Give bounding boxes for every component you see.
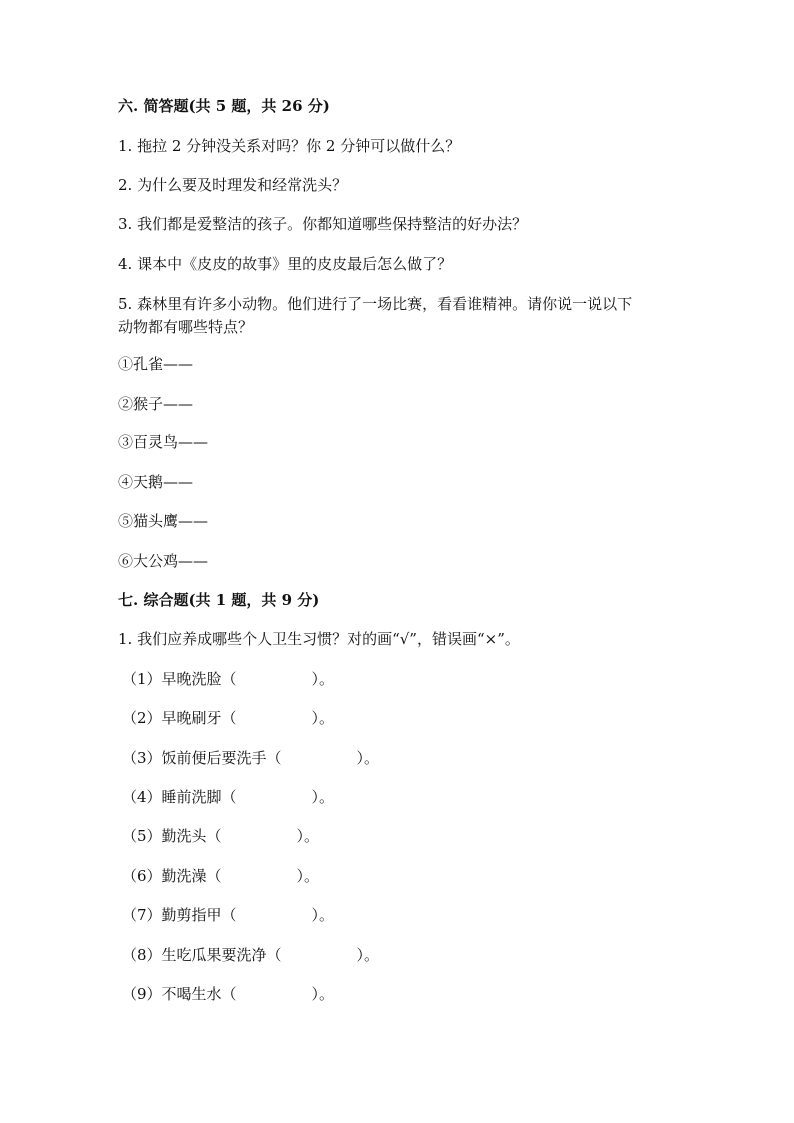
hygiene-item: （6）勤洗澡（ ）。 (122, 867, 320, 885)
question-6-5-line-1: 5. 森林里有许多小动物。他们进行了一场比赛，看看谁精神。请你说一说以下 (118, 295, 633, 313)
hygiene-item: （5）勤洗头（ ）。 (122, 827, 320, 845)
hygiene-item: （4）睡前洗脚（ ）。 (122, 788, 335, 806)
animal-item-rooster: ⑥大公鸡—— (118, 552, 209, 570)
animal-item-monkey: ②猴子—— (118, 395, 194, 413)
question-6-1: 1. 拖拉 2 分钟没关系对吗？你 2 分钟可以做什么？ (118, 137, 461, 155)
section-6-title: 六. 简答题(共 5 题，共 26 分) (118, 97, 330, 115)
hygiene-item: （3）饭前便后要洗手（ ）。 (122, 749, 380, 767)
hygiene-item: （9）不喝生水（ ）。 (122, 985, 335, 1003)
hygiene-item: （2）早晚刷牙（ ）。 (122, 709, 335, 727)
hygiene-item: （8）生吃瓜果要洗净（ ）。 (122, 946, 380, 964)
question-6-3: 3. 我们都是爱整洁的孩子。你都知道哪些保持整洁的好办法？ (118, 215, 528, 233)
hygiene-item: （7）勤剪指甲（ ）。 (122, 906, 335, 924)
question-7-1: 1. 我们应养成哪些个人卫生习惯？对的画“√”，错误画“×”。 (118, 630, 520, 648)
question-6-5-line-2: 动物都有哪些特点？ (118, 318, 254, 336)
hygiene-item: （1）早晚洗脸（ ）。 (122, 670, 335, 688)
animal-item-swan: ④天鹅—— (118, 473, 194, 491)
animal-item-lark: ③百灵鸟—— (118, 433, 209, 451)
question-6-4: 4. 课本中《皮皮的故事》里的皮皮最后怎么做了？ (118, 255, 453, 273)
animal-item-owl: ⑤猫头鹰—— (118, 512, 209, 530)
question-6-2: 2. 为什么要及时理发和经常洗头？ (118, 176, 348, 194)
animal-item-peacock: ①孔雀—— (118, 355, 194, 373)
section-7-title: 七. 综合题(共 1 题，共 9 分) (118, 591, 320, 609)
